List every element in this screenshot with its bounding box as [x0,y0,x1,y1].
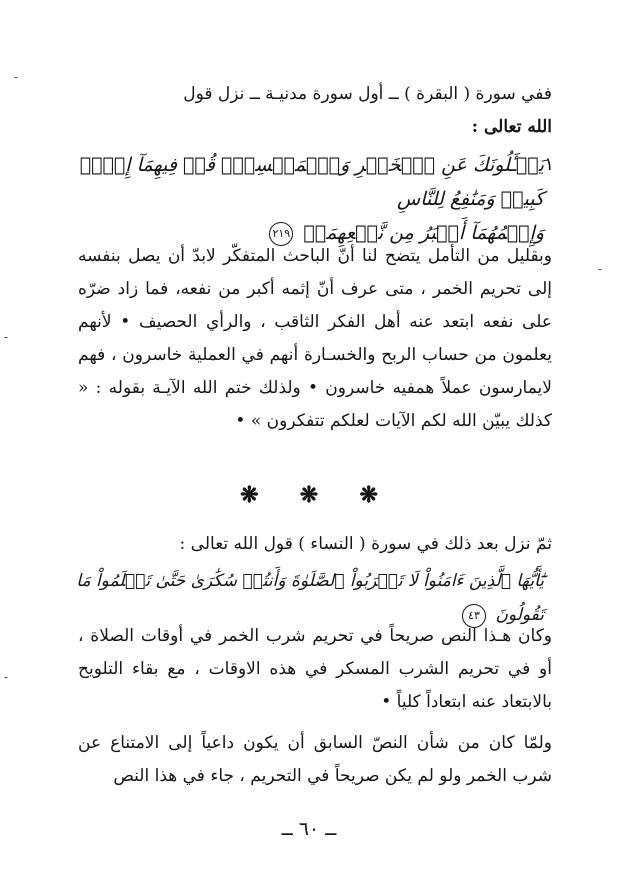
margin-mark: ‐ [14,70,19,84]
ayah-number-icon: ٢١٩ [269,222,293,246]
section-separator [0,482,618,508]
star-icon: ❋ [359,482,378,508]
paragraph-previous-text [78,727,552,793]
paragraph-nisa-intro-text: ثمّ نزل بعد ذلك في سورة ( النساء ) قول الله تعالى : [179,534,552,554]
verse-baqarah-line1: يَسۡـَٔلُونَكَ عَنِ ٱلۡخَمۡرِ وَٱلۡمَيۡسِرِۖ قُلۡ فِيهِمَآ إِثۡمٞ كَبِيرٞ وَمَنَٰفِعُ لِلنَّاسِ [79,154,544,210]
quran-verse-baqarah [70,148,544,250]
margin-mark: ‐ [4,330,9,344]
page-number: ــ ٦٠ ــ [281,818,337,840]
paragraph-nisa-intro [78,528,552,561]
paragraph-intro-line1: ففي سورة ( البقرة ) ــ أول سورة مدنيـة ــ نزل قول [183,84,552,104]
paragraph-explicit-text: وكان هـذا النص صريحاً في تحريم شرب الخمر في أوقات الصلاة ، أو في تحريم الشرب المسكر في هذه الاوقات ، مع بقاء التلويح بالابتعاد عنه ابتعاداً كلياً • [78,626,552,712]
margin-mark: ‐ [4,670,9,684]
paragraph-intro-line2: الله تعالى : [471,117,552,137]
paragraph-explicit [78,620,552,719]
verse-nisa-text: يَٰٓأَيُّهَا ٱلَّذِينَ ءَامَنُواْ لَا تَقۡرَبُواْ ٱلصَّلَوٰةَ وَأَنتُمۡ سُكَٰرَىٰ حَتَّىٰ تَعۡلَمُواْ مَا تَقُولُونَ [76,571,544,625]
star-icon: ❋ [240,482,259,508]
paragraph-reflection-text: وبقليل من التأمل يتضح لنا أنّ الباحث المتفكّر لابدّ أن يصل بنفسه إلى تحريم الخمر ، متى عرف أنّ إثمه أكبر من نفعه، فما زاد ضرّه على نفعه ابتعد عنه أهل الفكر الثاقب ، والرأي الحصيف • لأنهم يعلمون من حساب الربح والخسـارة أنهم في العملية خاسرون ، فهم لايمارسون عملاً همفيه خاسرون • ولذلك ختم الله الآيـة بقوله : « كذلك يبيّن الله لكم الآيات لعلكم تتفكرون » • [78,246,552,431]
ayah-number-icon: ٤٣ [462,604,486,628]
verse-marker: ١ [544,154,554,175]
verse-baqarah-line2-text: وَإِثۡمُهُمَآ أَكۡبَرُ مِن نَّفۡعِهِمَاۗ [303,222,544,244]
margin-mark: ‐ [598,262,603,276]
paragraph-previous-text-content: ولمّا كان من شأن النصّ السابق أن يكون داعياً إلى الامتناع عن شرب الخمر ولو لم يكن صريحاً في التحريم ، جاء في هذا النص [78,733,552,786]
star-icon: ❋ [299,482,319,508]
paragraph-reflection [78,240,552,438]
paragraph-intro [78,78,552,144]
